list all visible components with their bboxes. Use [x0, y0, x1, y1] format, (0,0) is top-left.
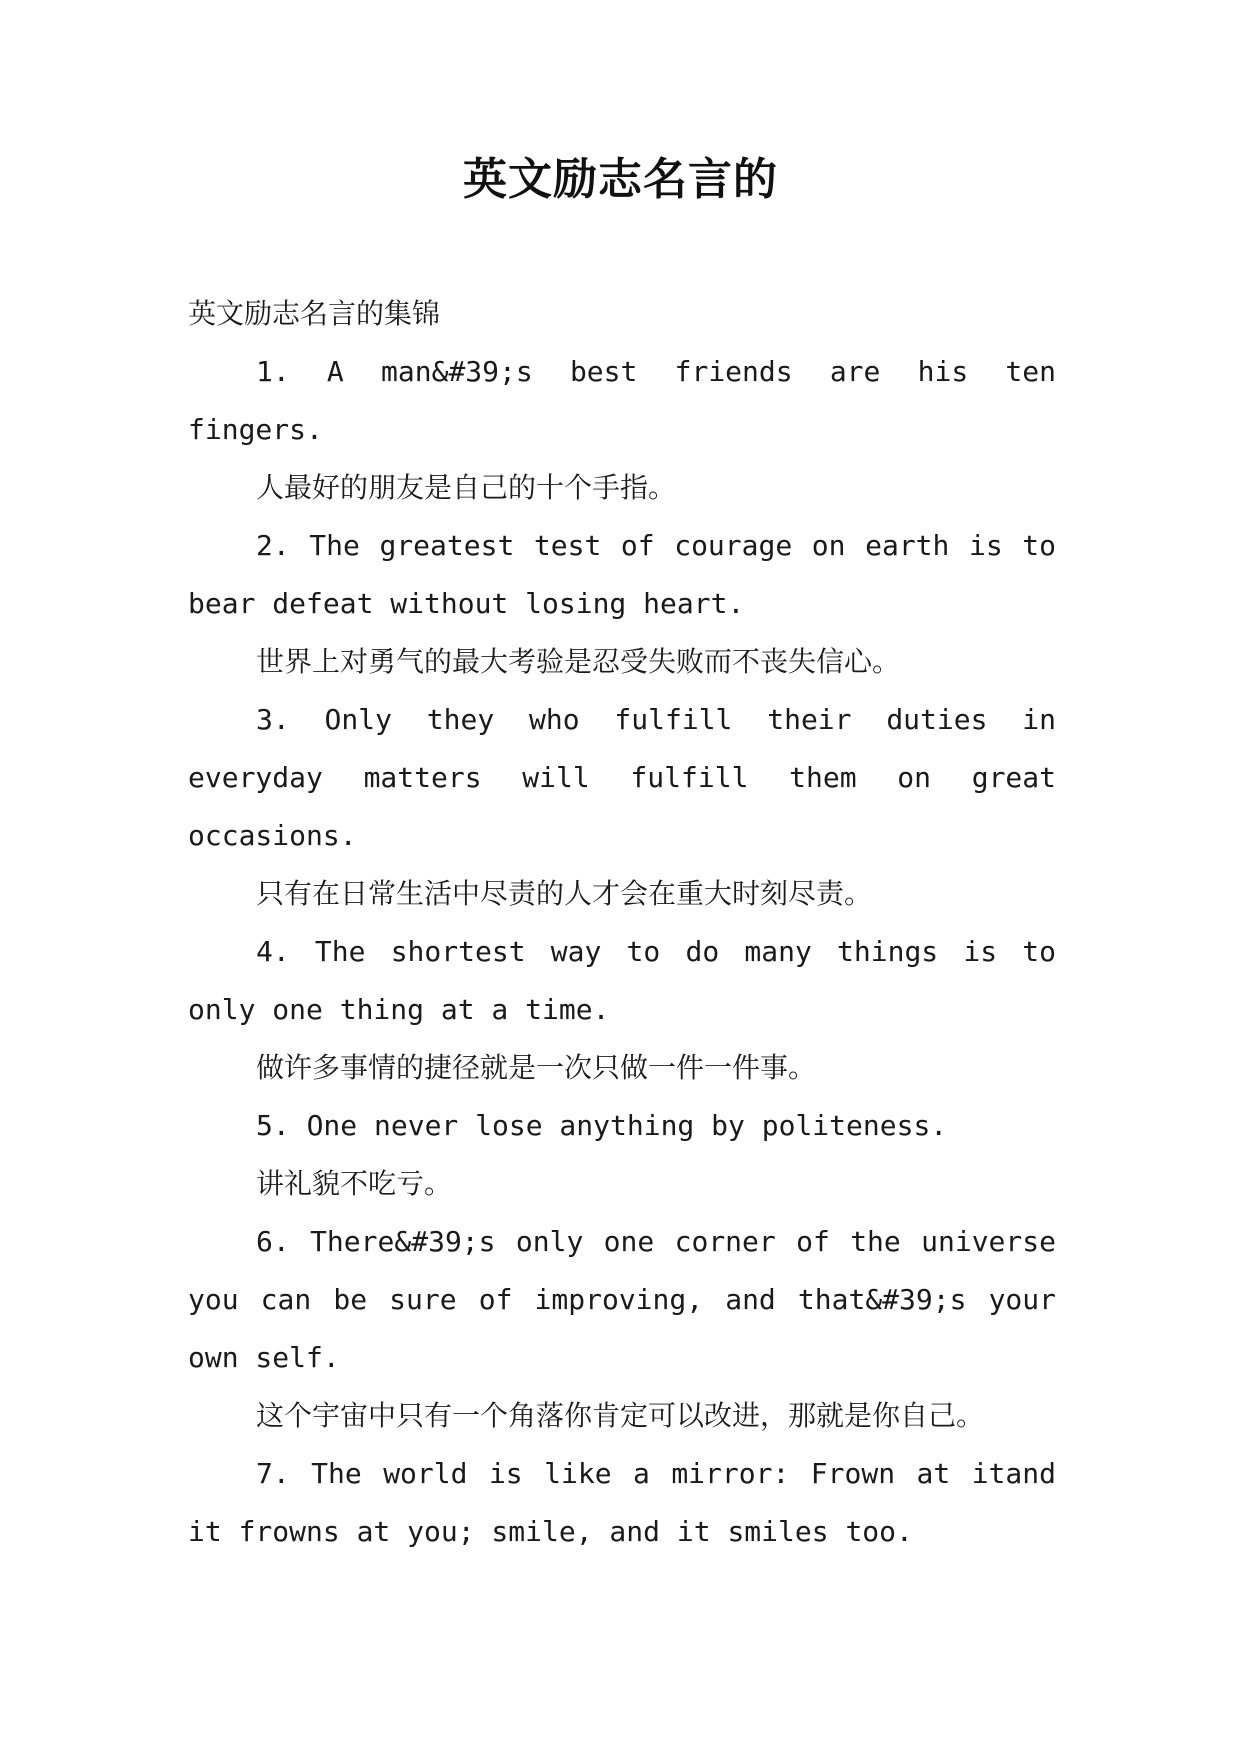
quote-chinese-1: 人最好的朋友是自己的十个手指。 [256, 471, 677, 504]
quote-english-5: 5. One never lose anything by politeness. [256, 1109, 948, 1142]
quote-chinese-6: 这个宇宙中只有一个角落你肯定可以改进，那就是你自己。 [256, 1399, 985, 1432]
section-heading: 英文励志名言的集锦 [188, 297, 441, 330]
document-body [188, 285, 1056, 1561]
quote-english-7: 7. The world is like a mirror: Frown at itand it frowns at you; smile, and it smiles too. [188, 1457, 1056, 1548]
quote-chinese-5: 讲礼貌不吃亏。 [256, 1167, 453, 1200]
quote-english-6: 6. There&#39;s only one corner of the universe you can be sure of improving, and that&#39;s your own self. [188, 1225, 1056, 1374]
quote-english-3: 3. Only they who fulfill their duties in everyday matters will fulfill them on great occasions. [188, 703, 1056, 852]
quote-chinese-4: 做许多事情的捷径就是一次只做一件一件事。 [256, 1051, 817, 1084]
quote-chinese-3: 只有在日常生活中尽责的人才会在重大时刻尽责。 [256, 877, 873, 910]
quote-chinese-2: 世界上对勇气的最大考验是忍受失败而不丧失信心。 [256, 645, 901, 678]
quote-english-4: 4. The shortest way to do many things is to only one thing at a time. [188, 935, 1056, 1026]
document-title: 英文励志名言的 [463, 154, 778, 205]
quote-english-2: 2. The greatest test of courage on earth is to bear defeat without losing heart. [188, 529, 1056, 620]
quote-english-1: 1. A man&#39;s best friends are his ten fingers. [188, 355, 1056, 446]
